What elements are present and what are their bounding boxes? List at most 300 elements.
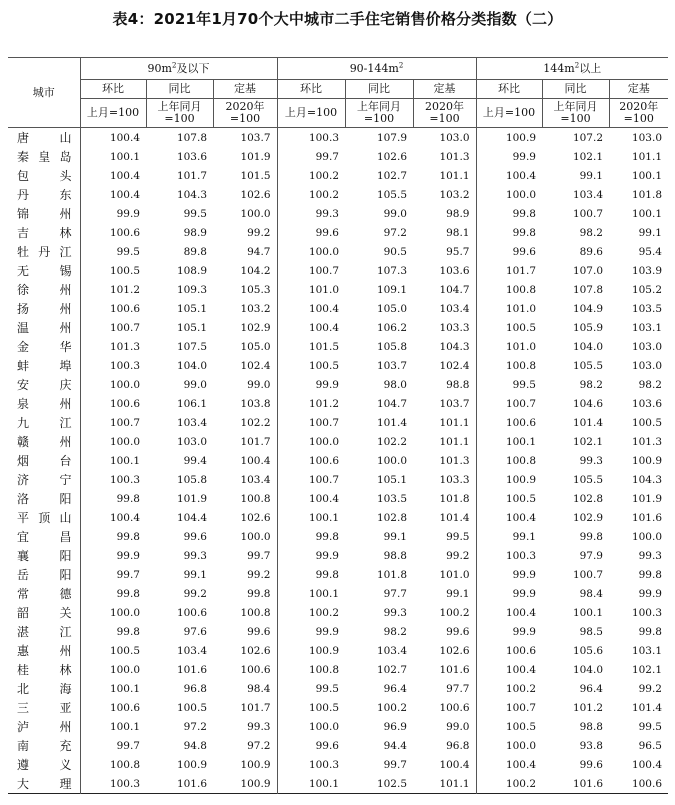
base-header-last-month: 上月=100 <box>277 99 345 128</box>
index-value-cell: 100.0 <box>213 527 277 546</box>
index-value-cell: 99.6 <box>413 622 476 641</box>
index-value-cell: 104.7 <box>376 397 407 410</box>
index-value-cell: 100.4 <box>505 606 536 619</box>
base-header-2020: 2020年=100 <box>413 99 476 128</box>
index-value-cell: 100.8 <box>505 283 536 296</box>
table-row <box>8 280 668 299</box>
table-row <box>8 508 668 527</box>
index-value-cell: 100.1 <box>308 511 339 524</box>
index-value-cell: 100.7 <box>109 321 140 334</box>
index-value-cell: 100.0 <box>376 454 407 467</box>
base-header-last-year: 上年同月=100 <box>146 99 213 128</box>
table-row <box>8 603 668 622</box>
index-value-cell: 98.8 <box>383 549 407 562</box>
index-value-cell: 105.1 <box>376 473 407 486</box>
index-value-cell: 100.0 <box>213 204 277 223</box>
index-value-cell: 99.8 <box>315 530 339 543</box>
group-header-medium-text: 90-144m <box>349 61 399 75</box>
index-value-cell: 103.4 <box>213 470 277 489</box>
index-value-cell: 101.7 <box>213 432 277 451</box>
index-value-cell: 100.6 <box>109 226 140 239</box>
index-value-cell: 103.3 <box>413 470 476 489</box>
index-value-cell: 96.9 <box>383 720 407 733</box>
city-name-cell: 三亚 <box>8 698 80 717</box>
city-name-cell: 金华 <box>8 337 80 356</box>
index-value-cell: 99.2 <box>213 565 277 584</box>
city-name-cell: 洛阳 <box>8 489 80 508</box>
index-value-cell: 100.1 <box>308 777 339 790</box>
index-value-cell: 106.1 <box>176 397 207 410</box>
index-value-cell: 101.1 <box>413 166 476 185</box>
index-value-cell: 106.2 <box>376 321 407 334</box>
index-value-cell: 99.9 <box>315 378 339 391</box>
index-value-cell: 99.3 <box>183 549 207 562</box>
table-row <box>8 166 668 185</box>
index-value-cell: 102.8 <box>572 492 603 505</box>
index-value-cell: 103.9 <box>631 264 662 277</box>
sub-header-mom: 环比 <box>277 80 345 99</box>
index-value-cell: 98.2 <box>383 625 407 638</box>
index-value-cell: 100.3 <box>109 777 140 790</box>
index-value-cell: 99.2 <box>413 546 476 565</box>
city-name-cell: 赣州 <box>8 432 80 451</box>
sub-header-mom: 环比 <box>80 80 146 99</box>
index-value-cell: 105.8 <box>376 340 407 353</box>
index-value-cell: 103.2 <box>413 185 476 204</box>
index-value-cell: 105.0 <box>213 337 277 356</box>
index-value-cell: 105.2 <box>631 283 662 296</box>
index-value-cell: 105.5 <box>572 473 603 486</box>
index-value-cell: 108.9 <box>176 264 207 277</box>
index-value-cell: 99.7 <box>383 758 407 771</box>
index-value-cell: 100.6 <box>413 698 476 717</box>
index-value-cell: 99.8 <box>116 530 140 543</box>
index-value-cell: 99.1 <box>183 568 207 581</box>
index-value-cell: 100.9 <box>213 755 277 774</box>
index-value-cell: 100.1 <box>109 454 140 467</box>
index-value-cell: 100.4 <box>308 321 339 334</box>
city-name-cell: 九江 <box>8 413 80 432</box>
index-value-cell: 100.9 <box>308 644 339 657</box>
index-value-cell: 95.7 <box>413 242 476 261</box>
index-value-cell: 99.9 <box>315 625 339 638</box>
index-value-cell: 105.1 <box>176 321 207 334</box>
city-column-label: 城市 <box>32 85 55 99</box>
index-value-cell: 100.9 <box>505 131 536 144</box>
index-value-cell: 99.8 <box>315 568 339 581</box>
index-value-cell: 98.4 <box>579 587 603 600</box>
index-value-cell: 97.6 <box>183 625 207 638</box>
city-name-cell: 蚌埠 <box>8 356 80 375</box>
table-row <box>8 394 668 413</box>
city-name-cell: 桂林 <box>8 660 80 679</box>
index-value-cell: 100.5 <box>308 701 339 714</box>
index-value-cell: 99.9 <box>116 549 140 562</box>
index-value-cell: 99.9 <box>315 549 339 562</box>
city-name-cell: 南充 <box>8 736 80 755</box>
group-header-medium <box>277 58 476 80</box>
base-header-last-month: 上月=100 <box>476 99 542 128</box>
index-value-cell: 100.0 <box>631 530 662 543</box>
base-header-2020: 2020年=100 <box>213 99 277 128</box>
index-value-cell: 105.9 <box>572 321 603 334</box>
sub-header-mom: 环比 <box>476 80 542 99</box>
index-value-cell: 103.4 <box>413 299 476 318</box>
index-value-cell: 101.8 <box>376 568 407 581</box>
index-value-cell: 99.5 <box>116 245 140 258</box>
index-value-cell: 89.8 <box>183 245 207 258</box>
index-value-cell: 100.4 <box>505 758 536 771</box>
index-value-cell: 100.4 <box>631 758 662 771</box>
table-row <box>8 299 668 318</box>
index-value-cell: 99.2 <box>213 223 277 242</box>
city-name-cell: 牡丹江 <box>8 242 80 261</box>
index-value-cell: 100.6 <box>505 416 536 429</box>
index-value-cell: 100.4 <box>109 511 140 524</box>
index-value-cell: 107.0 <box>572 264 603 277</box>
index-value-cell: 100.6 <box>213 660 277 679</box>
index-value-cell: 100.7 <box>308 416 339 429</box>
index-value-cell: 102.7 <box>376 169 407 182</box>
group-header-small-suffix: 及以下 <box>176 61 210 75</box>
index-value-cell: 100.0 <box>308 435 339 448</box>
index-value-cell: 102.4 <box>213 356 277 375</box>
index-value-cell: 99.0 <box>413 717 476 736</box>
index-value-cell: 103.7 <box>213 128 277 148</box>
index-value-cell: 99.0 <box>383 207 407 220</box>
index-value-cell: 103.1 <box>631 644 662 657</box>
sub-header-yoy: 同比 <box>146 80 213 99</box>
index-value-cell: 97.2 <box>183 720 207 733</box>
city-name-cell: 无锡 <box>8 261 80 280</box>
index-value-cell: 97.9 <box>579 549 603 562</box>
table-row <box>8 755 668 774</box>
index-value-cell: 103.4 <box>176 644 207 657</box>
index-value-cell: 103.7 <box>413 394 476 413</box>
index-value-cell: 99.7 <box>315 150 339 163</box>
index-value-cell: 100.9 <box>505 473 536 486</box>
index-value-cell: 100.4 <box>213 451 277 470</box>
index-value-cell: 99.9 <box>512 568 536 581</box>
table-row <box>8 356 668 375</box>
index-value-cell: 101.0 <box>505 302 536 315</box>
index-value-cell: 100.1 <box>631 169 662 182</box>
index-value-cell: 94.4 <box>383 739 407 752</box>
index-value-cell: 94.7 <box>213 242 277 261</box>
index-value-cell: 101.0 <box>308 283 339 296</box>
index-value-cell: 99.8 <box>116 587 140 600</box>
index-value-cell: 97.7 <box>413 679 476 698</box>
index-value-cell: 100.4 <box>413 755 476 774</box>
index-value-cell: 95.4 <box>638 245 662 258</box>
index-value-cell: 99.7 <box>213 546 277 565</box>
index-value-cell: 100.6 <box>631 777 662 790</box>
index-value-cell: 102.1 <box>572 150 603 163</box>
index-value-cell: 102.4 <box>413 356 476 375</box>
index-value-cell: 98.0 <box>383 378 407 391</box>
header-base-row <box>8 99 668 128</box>
index-value-cell: 99.6 <box>213 622 277 641</box>
index-value-cell: 100.6 <box>109 701 140 714</box>
index-value-cell: 103.4 <box>572 188 603 201</box>
index-value-cell: 99.8 <box>116 492 140 505</box>
index-value-cell: 101.3 <box>413 147 476 166</box>
index-value-cell: 102.7 <box>376 663 407 676</box>
table-row <box>8 375 668 394</box>
index-value-cell: 107.9 <box>376 131 407 144</box>
table-row <box>8 698 668 717</box>
table-row <box>8 717 668 736</box>
index-value-cell: 100.5 <box>505 720 536 733</box>
index-value-cell: 90.5 <box>383 245 407 258</box>
index-value-cell: 102.9 <box>572 511 603 524</box>
index-value-cell: 101.1 <box>413 432 476 451</box>
page-title: 表4：2021年1月70个大中城市二手住宅销售价格分类指数（二） <box>112 10 563 28</box>
index-value-cell: 101.3 <box>109 340 140 353</box>
index-value-cell: 99.6 <box>183 530 207 543</box>
index-value-cell: 100.4 <box>109 169 140 182</box>
index-value-cell: 100.0 <box>308 720 339 733</box>
index-value-cell: 99.1 <box>512 530 536 543</box>
city-name-cell: 泉州 <box>8 394 80 413</box>
table-row <box>8 261 668 280</box>
index-value-cell: 100.1 <box>109 720 140 733</box>
city-name-cell: 宜昌 <box>8 527 80 546</box>
table-row <box>8 147 668 166</box>
index-value-cell: 101.1 <box>413 774 476 794</box>
index-value-cell: 107.8 <box>176 131 207 144</box>
index-value-cell: 99.3 <box>383 606 407 619</box>
index-value-cell: 100.3 <box>109 359 140 372</box>
table-row <box>8 432 668 451</box>
index-value-cell: 103.2 <box>213 299 277 318</box>
index-value-cell: 100.3 <box>631 606 662 619</box>
table-row <box>8 622 668 641</box>
index-value-cell: 103.0 <box>631 340 662 353</box>
city-name-cell: 平顶山 <box>8 508 80 527</box>
index-value-cell: 101.0 <box>413 565 476 584</box>
index-value-cell: 100.2 <box>376 701 407 714</box>
table-row <box>8 527 668 546</box>
index-value-cell: 104.9 <box>572 302 603 315</box>
index-value-cell: 107.5 <box>176 340 207 353</box>
index-value-cell: 101.2 <box>308 397 339 410</box>
index-value-cell: 100.1 <box>308 587 339 600</box>
index-value-cell: 100.6 <box>109 397 140 410</box>
index-value-cell: 99.9 <box>512 150 536 163</box>
table-row <box>8 660 668 679</box>
index-value-cell: 101.8 <box>413 489 476 508</box>
index-value-cell: 103.7 <box>376 359 407 372</box>
index-value-cell: 104.3 <box>176 188 207 201</box>
index-value-cell: 109.3 <box>176 283 207 296</box>
table-row <box>8 128 668 148</box>
index-value-cell: 102.6 <box>213 508 277 527</box>
city-name-cell: 遵义 <box>8 755 80 774</box>
group-header-large-text: 144m <box>543 61 575 75</box>
index-value-cell: 99.3 <box>579 454 603 467</box>
table-row <box>8 584 668 603</box>
index-value-cell: 104.0 <box>572 663 603 676</box>
index-value-cell: 103.6 <box>413 261 476 280</box>
index-value-cell: 98.4 <box>213 679 277 698</box>
index-value-cell: 100.2 <box>413 603 476 622</box>
header-sub-row <box>8 80 668 99</box>
index-value-cell: 107.8 <box>572 283 603 296</box>
index-value-cell: 99.6 <box>315 739 339 752</box>
index-value-cell: 98.9 <box>413 204 476 223</box>
index-value-cell: 102.8 <box>376 511 407 524</box>
index-value-cell: 98.5 <box>579 625 603 638</box>
index-value-cell: 100.7 <box>308 264 339 277</box>
index-value-cell: 97.7 <box>383 587 407 600</box>
index-value-cell: 103.1 <box>631 321 662 334</box>
index-value-cell: 109.1 <box>376 283 407 296</box>
index-value-cell: 104.4 <box>176 511 207 524</box>
index-value-cell: 102.1 <box>572 435 603 448</box>
table-row <box>8 242 668 261</box>
sub-header-yoy: 同比 <box>345 80 413 99</box>
sub-header-fixed-base: 定基 <box>213 80 277 99</box>
index-value-cell: 101.5 <box>213 166 277 185</box>
index-value-cell: 102.5 <box>376 777 407 790</box>
index-value-cell: 99.1 <box>413 584 476 603</box>
table-row <box>8 470 668 489</box>
index-value-cell: 103.5 <box>376 492 407 505</box>
index-value-cell: 100.3 <box>109 473 140 486</box>
index-value-cell: 98.2 <box>579 226 603 239</box>
city-name-cell: 温州 <box>8 318 80 337</box>
city-name-cell: 吉林 <box>8 223 80 242</box>
index-value-cell: 100.4 <box>505 511 536 524</box>
sub-header-yoy: 同比 <box>542 80 609 99</box>
index-value-cell: 93.8 <box>579 739 603 752</box>
index-value-cell: 98.8 <box>579 720 603 733</box>
index-value-cell: 101.6 <box>631 511 662 524</box>
index-value-cell: 103.6 <box>176 150 207 163</box>
index-value-cell: 100.1 <box>572 606 603 619</box>
index-value-cell: 103.6 <box>631 397 662 410</box>
index-value-cell: 100.7 <box>572 568 603 581</box>
index-value-cell: 100.4 <box>109 188 140 201</box>
index-value-cell: 99.6 <box>579 758 603 771</box>
index-value-cell: 100.5 <box>505 321 536 334</box>
index-value-cell: 100.7 <box>572 207 603 220</box>
city-name-cell: 锦州 <box>8 204 80 223</box>
index-value-cell: 105.6 <box>572 644 603 657</box>
table-row <box>8 565 668 584</box>
index-value-cell: 98.9 <box>183 226 207 239</box>
group-header-large-suffix: 以上 <box>579 61 602 75</box>
city-name-cell: 泸州 <box>8 717 80 736</box>
index-value-cell: 102.9 <box>213 318 277 337</box>
price-index-table <box>8 57 668 794</box>
index-value-cell: 100.2 <box>505 682 536 695</box>
index-value-cell: 100.4 <box>505 663 536 676</box>
index-value-cell: 98.2 <box>579 378 603 391</box>
index-value-cell: 99.3 <box>638 549 662 562</box>
table-row <box>8 451 668 470</box>
index-value-cell: 103.8 <box>213 394 277 413</box>
index-value-cell: 100.4 <box>109 131 140 144</box>
index-value-cell: 100.2 <box>505 777 536 790</box>
index-value-cell: 104.2 <box>213 261 277 280</box>
index-value-cell: 99.5 <box>413 527 476 546</box>
index-value-cell: 101.9 <box>176 492 207 505</box>
index-value-cell: 105.3 <box>213 280 277 299</box>
table-row <box>8 204 668 223</box>
base-header-last-year: 上年同月=100 <box>542 99 609 128</box>
index-value-cell: 103.4 <box>376 644 407 657</box>
index-value-cell: 101.9 <box>213 147 277 166</box>
index-value-cell: 101.6 <box>572 777 603 790</box>
group-header-small-text: 90m <box>147 61 172 75</box>
city-name-cell: 韶关 <box>8 603 80 622</box>
index-value-cell: 100.3 <box>505 549 536 562</box>
index-value-cell: 103.0 <box>631 131 662 144</box>
index-value-cell: 100.0 <box>109 378 140 391</box>
index-value-cell: 102.6 <box>376 150 407 163</box>
index-value-cell: 101.4 <box>376 416 407 429</box>
index-value-cell: 100.0 <box>505 188 536 201</box>
index-value-cell: 100.0 <box>109 435 140 448</box>
index-value-cell: 102.6 <box>213 185 277 204</box>
index-value-cell: 101.3 <box>413 451 476 470</box>
index-value-cell: 99.9 <box>512 625 536 638</box>
index-value-cell: 101.3 <box>631 435 662 448</box>
index-value-cell: 104.3 <box>413 337 476 356</box>
index-value-cell: 100.9 <box>176 758 207 771</box>
index-value-cell: 101.9 <box>631 492 662 505</box>
index-value-cell: 104.3 <box>631 473 662 486</box>
table-body <box>8 128 668 794</box>
index-value-cell: 102.2 <box>213 413 277 432</box>
index-value-cell: 101.7 <box>176 169 207 182</box>
index-value-cell: 100.7 <box>308 473 339 486</box>
index-value-cell: 104.7 <box>413 280 476 299</box>
index-value-cell: 103.4 <box>176 416 207 429</box>
index-value-cell: 100.7 <box>505 701 536 714</box>
index-value-cell: 101.6 <box>413 660 476 679</box>
city-name-cell: 襄阳 <box>8 546 80 565</box>
index-value-cell: 99.8 <box>579 530 603 543</box>
table-row <box>8 679 668 698</box>
sub-header-fixed-base: 定基 <box>413 80 476 99</box>
index-value-cell: 100.2 <box>308 606 339 619</box>
index-value-cell: 107.3 <box>376 264 407 277</box>
index-value-cell: 101.6 <box>176 663 207 676</box>
index-value-cell: 96.8 <box>413 736 476 755</box>
index-value-cell: 100.8 <box>505 359 536 372</box>
index-value-cell: 100.8 <box>505 454 536 467</box>
index-value-cell: 99.8 <box>512 207 536 220</box>
index-value-cell: 102.6 <box>413 641 476 660</box>
index-value-cell: 100.8 <box>213 603 277 622</box>
index-value-cell: 100.9 <box>213 774 277 794</box>
city-name-cell: 包头 <box>8 166 80 185</box>
index-value-cell: 105.1 <box>176 302 207 315</box>
index-value-cell: 101.0 <box>505 340 536 353</box>
group-header-large-sup: 2 <box>574 60 580 69</box>
city-name-cell: 徐州 <box>8 280 80 299</box>
index-value-cell: 99.9 <box>638 587 662 600</box>
city-name-cell: 秦皇岛 <box>8 147 80 166</box>
index-value-cell: 101.1 <box>631 150 662 163</box>
city-name-cell: 安庆 <box>8 375 80 394</box>
table-row <box>8 489 668 508</box>
index-value-cell: 100.3 <box>308 758 339 771</box>
index-value-cell: 105.5 <box>376 188 407 201</box>
